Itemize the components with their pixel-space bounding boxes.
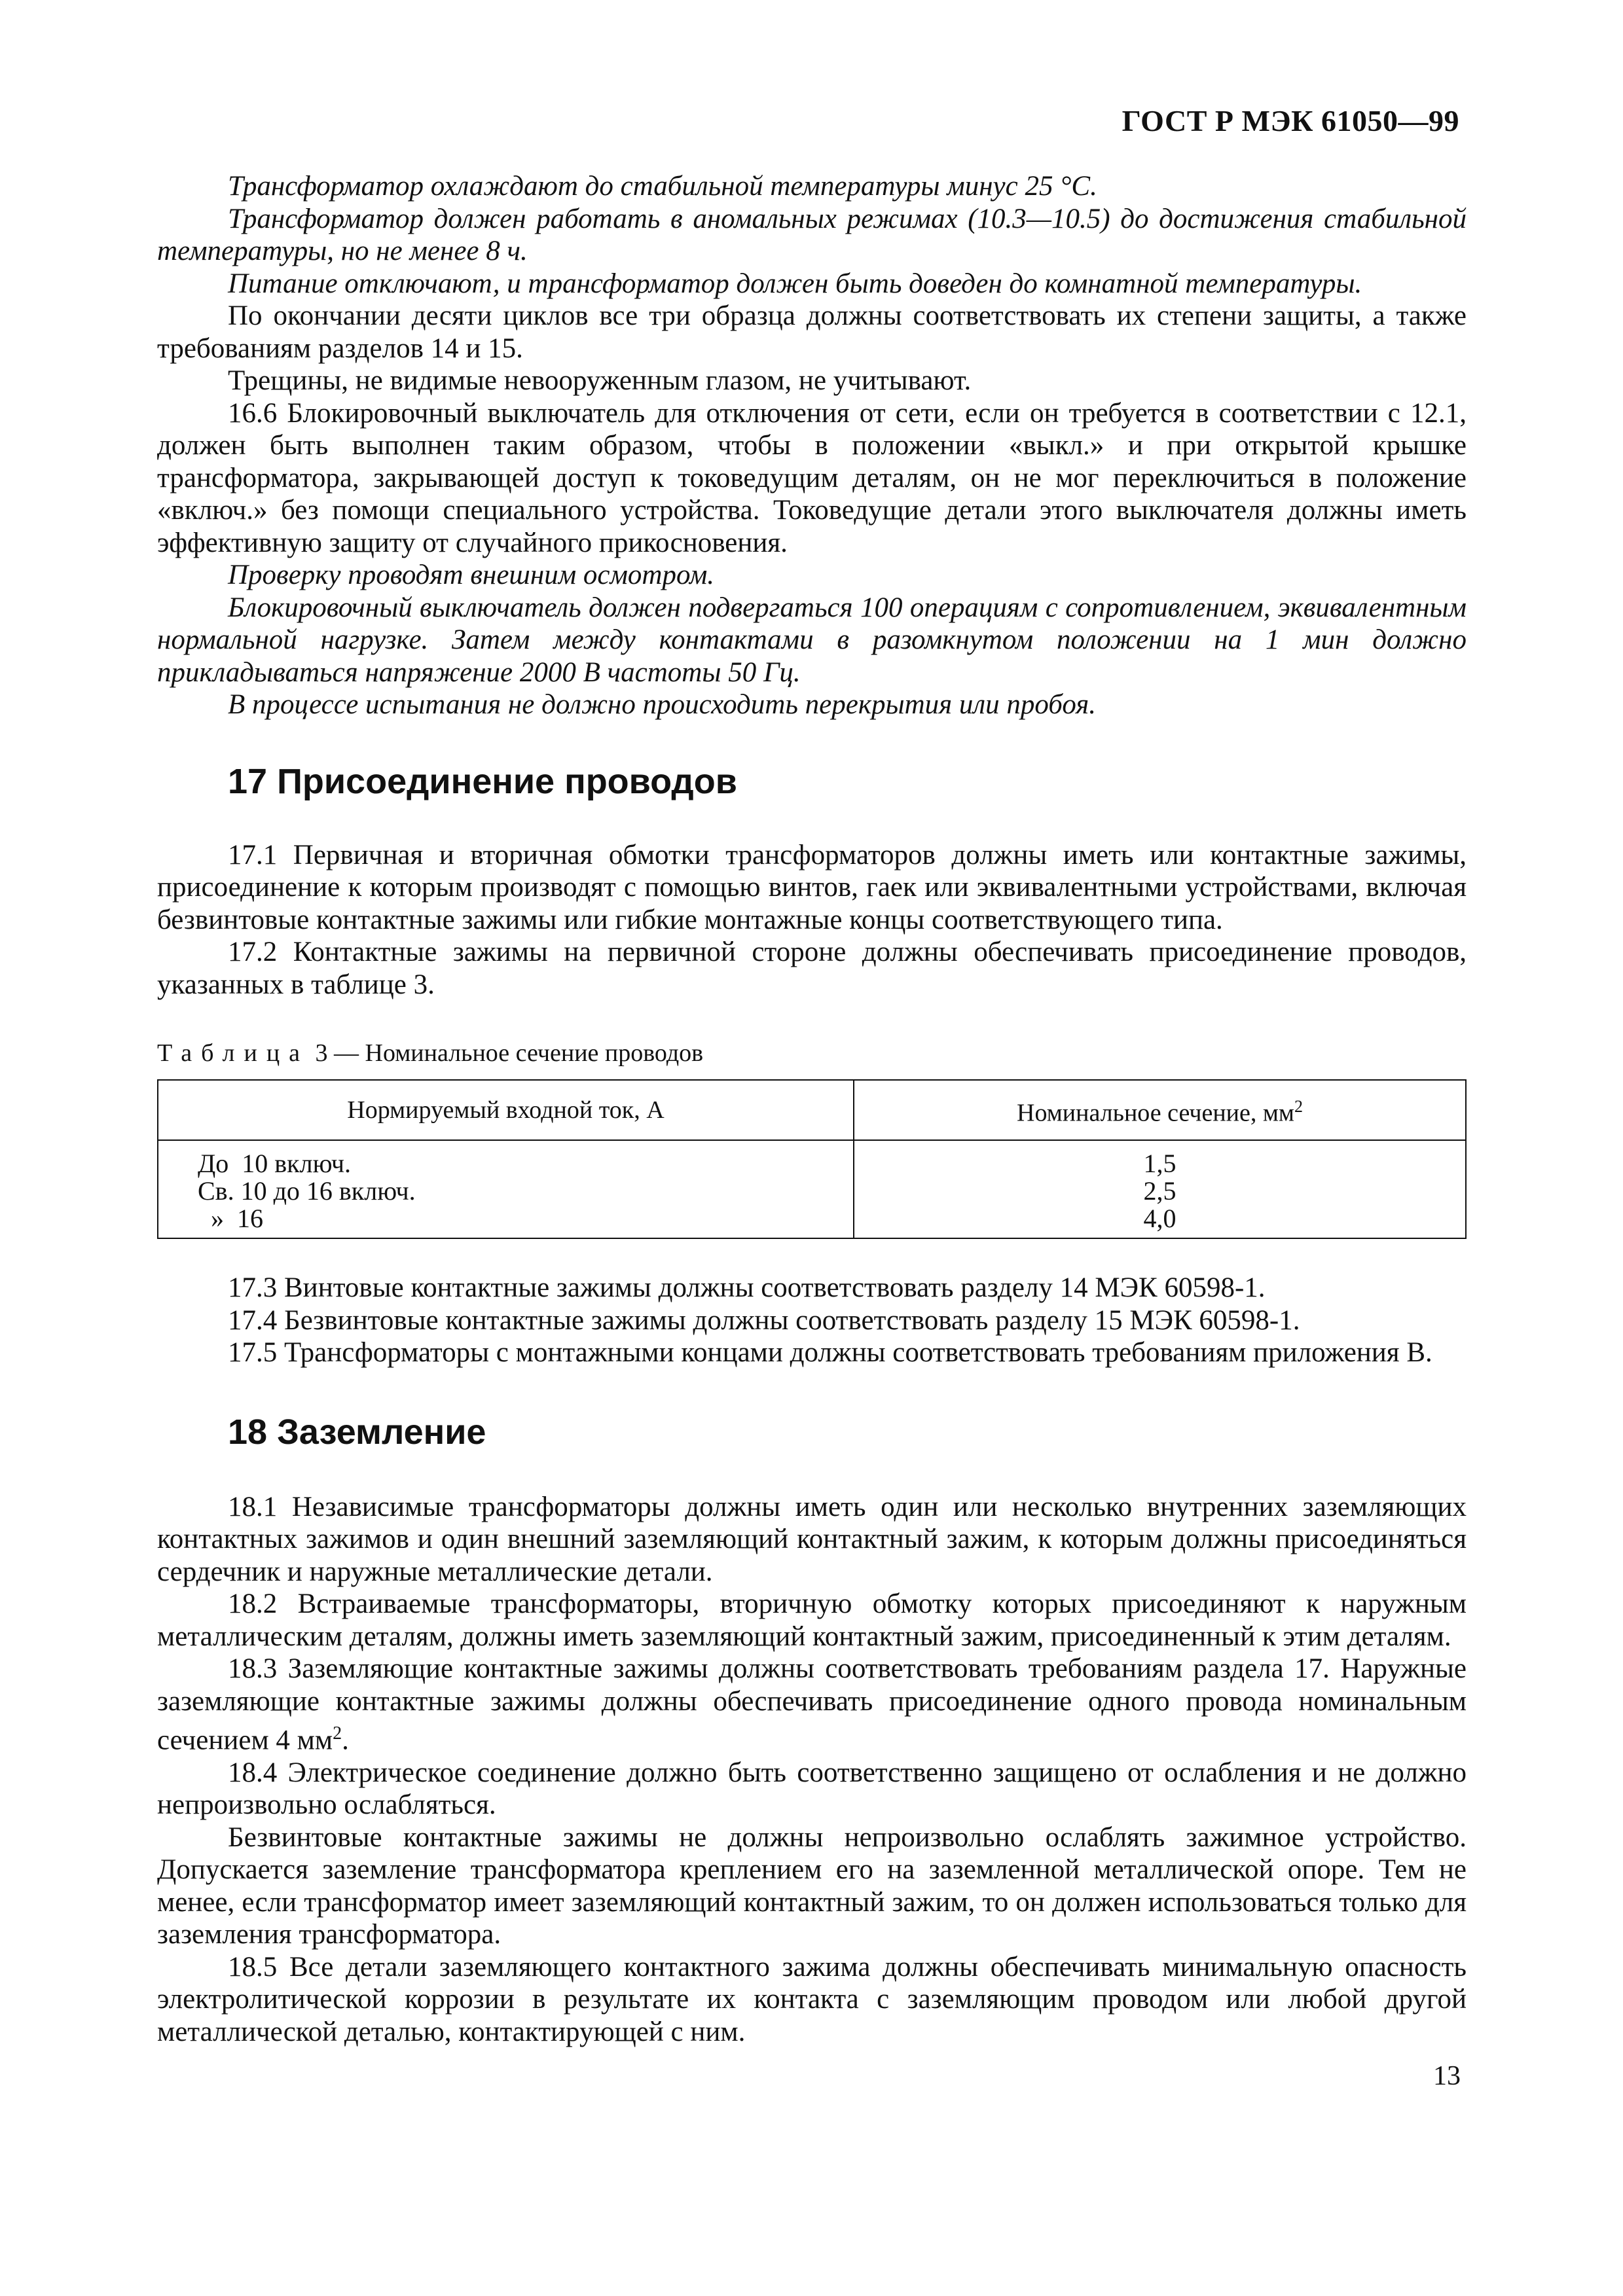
paragraph-17-4: 17.4 Безвинтовые контактные зажимы должны соответствовать разделу 15 МЭК 60598-1.: [228, 1304, 1300, 1336]
paragraph-inspection: Проверку проводят внешним осмотром.: [228, 560, 715, 590]
paragraph-screwless: Безвинтовые контактные зажимы не должны непроизвольно ослаблять зажимное устройство. Допускается заземление трансформатора креплением его на заземленной металлической опоре. Тем не менее, если трансформатор имеет заземляющий контактный зажим, то он должен использоваться только для заземления трансформатора.: [157, 1821, 1467, 1950]
document-header-title: ГОСТ Р МЭК 61050—99: [1122, 104, 1459, 137]
paragraph-power-off: Питание отключают, и трансформатор должен быть доведен до комнатной температуры.: [228, 268, 1362, 299]
table-cell-section-1: 1,5: [1143, 1149, 1176, 1178]
table-header-current: Нормируемый входной ток, А: [158, 1080, 854, 1140]
table-cell-section-3: 4,0: [1143, 1204, 1176, 1233]
paragraph-18-2: 18.2 Встраиваемые трансформаторы, вторичную обмотку которых присоединяют к наружным металлическим деталям, должны иметь заземляющий контактный зажим, присоединенный к этим деталям.: [157, 1588, 1467, 1652]
paragraph-interlock-test: Блокировочный выключатель должен подвергаться 100 операциям с сопротивлением, эквивалентным нормальной нагрузке. Затем между контактами в разомкнутом положении на 1 мин должно прикладываться напряжение 2000 В частоты 50 Гц.: [157, 592, 1467, 688]
paragraph-17-2: 17.2 Контактные зажимы на первичной стороне должны обеспечивать присоединение проводов, указанных в таблице 3.: [157, 937, 1467, 1000]
table-header-section-text: Номинальное сечение, мм: [1017, 1099, 1294, 1127]
table-caption-text: 3 — Номинальное сечение проводов: [309, 1039, 704, 1067]
table-cell-section-2: 2,5: [1143, 1176, 1176, 1206]
paragraph-17-1: 17.1 Первичная и вторичная обмотки трансформаторов должны иметь или контактные зажимы, присоединение к которым производят с помощью винтов, гаек или эквивалентными устройствами, включая безвинтовые контактные зажимы или гибкие монтажные концы соответствующего типа.: [157, 839, 1467, 935]
table-row: [158, 1140, 1466, 1238]
table-caption: [157, 1039, 1467, 1067]
page-number: 13: [1433, 2061, 1461, 2091]
table-cell-current-1: До 10 включ.: [198, 1149, 352, 1178]
paragraph-ten-cycles: По окончании десяти циклов все три образца должны соответствовать их степени защиты, а также требованиям разделов 14 и 15.: [157, 300, 1467, 364]
document-body: [157, 170, 1467, 2048]
paragraph-18-1: 18.1 Независимые трансформаторы должны иметь один или несколько внутренних заземляющих контактных зажимов и один внешний заземляющий контактный зажим, к которым должны присоединяться сердечник и наружные металлические детали.: [157, 1491, 1467, 1587]
table-caption-label: Таблица: [157, 1039, 310, 1067]
paragraph-abnormal-mode: Трансформатор должен работать в аномальных режимах (10.3—10.5) до достижения стабильной температуры, но не менее 8 ч.: [157, 203, 1467, 266]
paragraph-17-5: 17.5 Трансформаторы с монтажными концами должны соответствовать требованиям приложения В.: [228, 1337, 1432, 1368]
table-cell-currents: [158, 1140, 854, 1238]
paragraph-18-3: [157, 1653, 1467, 1757]
paragraph-17-3: 17.3 Винтовые контактные зажимы должны соответствовать разделу 14 МЭК 60598-1.: [228, 1272, 1266, 1303]
paragraph-18-5: 18.5 Все детали заземляющего контактного зажима должны обеспечивать минимальную опасность электролитической коррозии в результате их контакта с заземляющим проводом или любой другой металлической деталью, контактирующей с ним.: [157, 1951, 1467, 2047]
paragraph-no-breakdown: В процессе испытания не должно происходить перекрытия или пробоя.: [228, 689, 1097, 720]
section-heading-17: 17 Присоединение проводов: [228, 761, 737, 801]
table-cell-current-3: » 16: [198, 1204, 263, 1233]
paragraph-18-3-sup: 2: [333, 1723, 342, 1744]
table-cell-current-2: Св. 10 до 16 включ.: [198, 1176, 416, 1206]
paragraph-cracks: Трещины, не видимые невооруженным глазом, не учитывают.: [228, 365, 972, 396]
table-header-row: [158, 1080, 1466, 1140]
table-header-section: [854, 1080, 1466, 1140]
paragraph-18-4: 18.4 Электрическое соединение должно быть соответственно защищено от ослабления и не должно непроизвольно ослабляться.: [157, 1757, 1467, 1821]
table-cell-sections: [854, 1140, 1466, 1238]
paragraph-16-6: 16.6 Блокировочный выключатель для отключения от сети, если он требуется в соответствии с 12.1, должен быть выполнен таким образом, чтобы в положении «выкл.» и при открытой крышке трансформатора, закрывающей доступ к токоведущим деталям, он не мог переключиться в положение «включ.» без помощи специального устройства. Токоведущие детали этого выключателя должны иметь эффективную защиту от случайного прикосновения.: [157, 397, 1467, 558]
paragraph-18-3-text: 18.3 Заземляющие контактные зажимы должны соответствовать требованиям раздела 17. Наружные заземляющие контактные зажимы должны обеспечивать присоединение одного провода номинальным сечением 4 мм: [157, 1653, 1467, 1756]
table-header-section-sup: 2: [1294, 1097, 1303, 1117]
wire-section-table: [157, 1079, 1467, 1239]
paragraph-cooling: Трансформатор охлаждают до стабильной температуры минус 25 °С.: [228, 171, 1097, 202]
section-heading-18: 18 Заземление: [228, 1412, 486, 1452]
paragraph-18-3-end: .: [342, 1725, 349, 1756]
